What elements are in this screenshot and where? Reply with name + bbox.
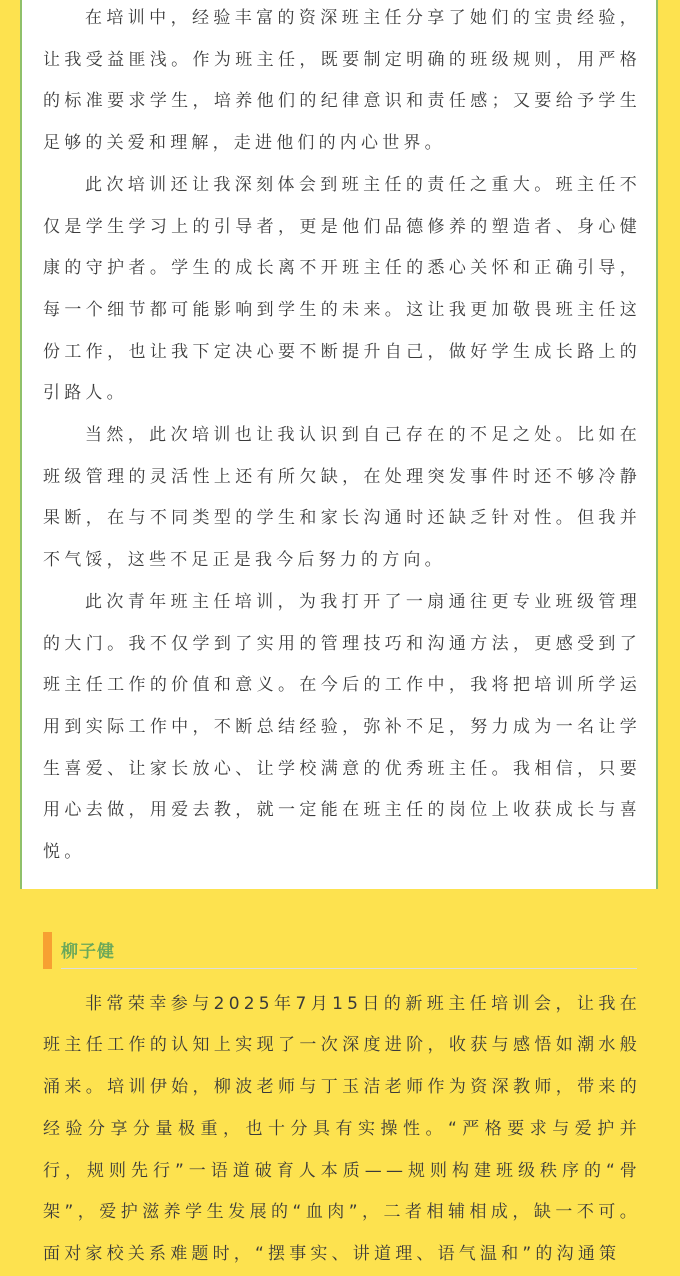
author-heading [43,932,641,969]
paragraph: 在培训中，经验丰富的资深班主任分享了她们的宝贵经验，让我受益匪浅。作为班主任，既要制定明确的班级规则，用严格的标准要求学生，培养他们的纪律意识和责任感；又要给予学生足够的关爱和理解，走进他们的内心世界。 [43,8,641,154]
paragraph: 此次青年班主任培训，为我打开了一扇通往更专业班级管理的大门。我不仅学到了实用的管理技巧和沟通方法，更感受到了班主任工作的价值和意义。在今后的工作中，我将把培训所学运用到实际工作中，不断总结经验，弥补不足，努力成为一名让学生喜爱、让家长放心、让学校满意的优秀班主任。我相信，只要用心去做，用爱去教，就一定能在班主任的岗位上收获成长与喜悦。 [43,591,641,863]
accent-bar [43,932,52,969]
article-content [43,0,641,1276]
author-name: 柳子健 [61,941,115,962]
paragraph: 此次培训还让我深刻体会到班主任的责任之重大。班主任不仅是学生学习上的引导者，更是他们品德修养的塑造者、身心健康的守护者。学生的成长离不开班主任的悉心关怀和正确引导，每一个细节都可能影响到学生的未来。这让我更加敬畏班主任这份工作，也让我下定决心要不断提升自己，做好学生成长路上的引路人。 [43,174,641,404]
paragraph: 当然，此次培训也让我认识到自己存在的不足之处。比如在班级管理的灵活性上还有所欠缺，在处理突发事件时还不够冷静果断，在与不同类型的学生和家长沟通时还缺乏针对性。但我并不气馁，这些不足正是我今后努力的方向。 [43,425,641,571]
heading-divider [61,968,637,969]
paragraph: 非常荣幸参与2025年7月15日的新班主任培训会，让我在班主任工作的认知上实现了一次深度进阶，收获与感悟如潮水般涌来。培训伊始，柳波老师与丁玉洁老师作为资深教师，带来的经验分享分量极重，也十分具有实操性。“严格要求与爱护并行，规则先行”一语道破育人本质——规则构建班级秩序的“骨架”，爱护滋养学生发展的“血肉”，二者相辅相成，缺一不可。面对家校关系难题时，“摆事实、讲道理、语气温和”的沟通策 [43,993,641,1264]
